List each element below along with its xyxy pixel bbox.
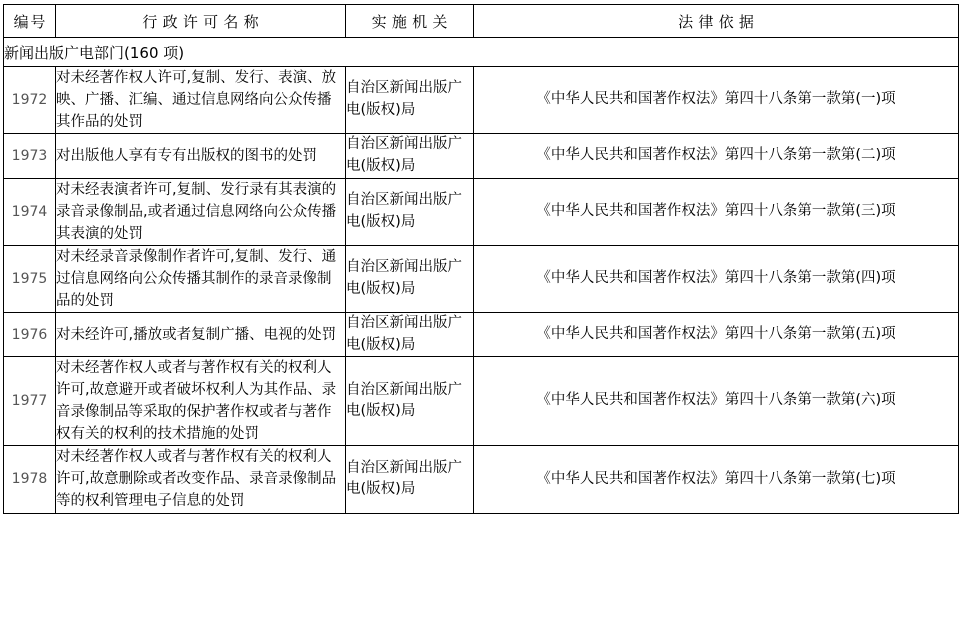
row-law: 《中华人民共和国著作权法》第四十八条第一款第(二)项 [474, 134, 959, 179]
row-law: 《中华人民共和国著作权法》第四十八条第一款第(三)项 [474, 178, 959, 245]
row-org: 自治区新闻出版广电(版权)局 [346, 67, 474, 134]
row-id: 1972 [4, 67, 56, 134]
row-law: 《中华人民共和国著作权法》第四十八条第一款第(五)项 [474, 312, 959, 357]
row-name: 对未经表演者许可,复制、发行录有其表演的录音录像制品,或者通过信息网络向公众传播其表演的处罚 [56, 178, 346, 245]
row-law: 《中华人民共和国著作权法》第四十八条第一款第(一)项 [474, 67, 959, 134]
row-id: 1973 [4, 134, 56, 179]
table-row [4, 245, 959, 312]
row-name: 对未经许可,播放或者复制广播、电视的处罚 [56, 312, 346, 357]
section-title: 新闻出版广电部门(160 项) [4, 38, 959, 67]
row-org: 自治区新闻出版广电(版权)局 [346, 245, 474, 312]
row-name: 对未经著作权人许可,复制、发行、表演、放映、广播、汇编、通过信息网络向公众传播其作品的处罚 [56, 67, 346, 134]
header-row [4, 5, 959, 38]
table-row [4, 446, 959, 513]
column-header-org: 实施机关 [346, 5, 474, 38]
row-name: 对未经著作权人或者与著作权有关的权利人许可,故意避开或者破坏权利人为其作品、录音录像制品等采取的保护著作权或者与著作权有关的权利的技术措施的处罚 [56, 357, 346, 446]
table-row [4, 67, 959, 134]
row-org: 自治区新闻出版广电(版权)局 [346, 312, 474, 357]
column-header-id: 编号 [4, 5, 56, 38]
table-header [4, 5, 959, 38]
row-org: 自治区新闻出版广电(版权)局 [346, 446, 474, 513]
section-title-row [4, 38, 959, 67]
administrative-permission-table [3, 4, 959, 514]
table-body [4, 38, 959, 514]
row-law: 《中华人民共和国著作权法》第四十八条第一款第(六)项 [474, 357, 959, 446]
row-org: 自治区新闻出版广电(版权)局 [346, 178, 474, 245]
row-name: 对出版他人享有专有出版权的图书的处罚 [56, 134, 346, 179]
row-law: 《中华人民共和国著作权法》第四十八条第一款第(七)项 [474, 446, 959, 513]
row-name: 对未经著作权人或者与著作权有关的权利人许可,故意删除或者改变作品、录音录像制品等的权利管理电子信息的处罚 [56, 446, 346, 513]
row-id: 1974 [4, 178, 56, 245]
row-name: 对未经录音录像制作者许可,复制、发行、通过信息网络向公众传播其制作的录音录像制品的处罚 [56, 245, 346, 312]
table-row [4, 357, 959, 446]
row-law: 《中华人民共和国著作权法》第四十八条第一款第(四)项 [474, 245, 959, 312]
table-row [4, 134, 959, 179]
row-org: 自治区新闻出版广电(版权)局 [346, 357, 474, 446]
row-org: 自治区新闻出版广电(版权)局 [346, 134, 474, 179]
column-header-name: 行政许可名称 [56, 5, 346, 38]
row-id: 1975 [4, 245, 56, 312]
row-id: 1976 [4, 312, 56, 357]
row-id: 1978 [4, 446, 56, 513]
table-row [4, 312, 959, 357]
column-header-law: 法律依据 [474, 5, 959, 38]
table-row [4, 178, 959, 245]
row-id: 1977 [4, 357, 56, 446]
